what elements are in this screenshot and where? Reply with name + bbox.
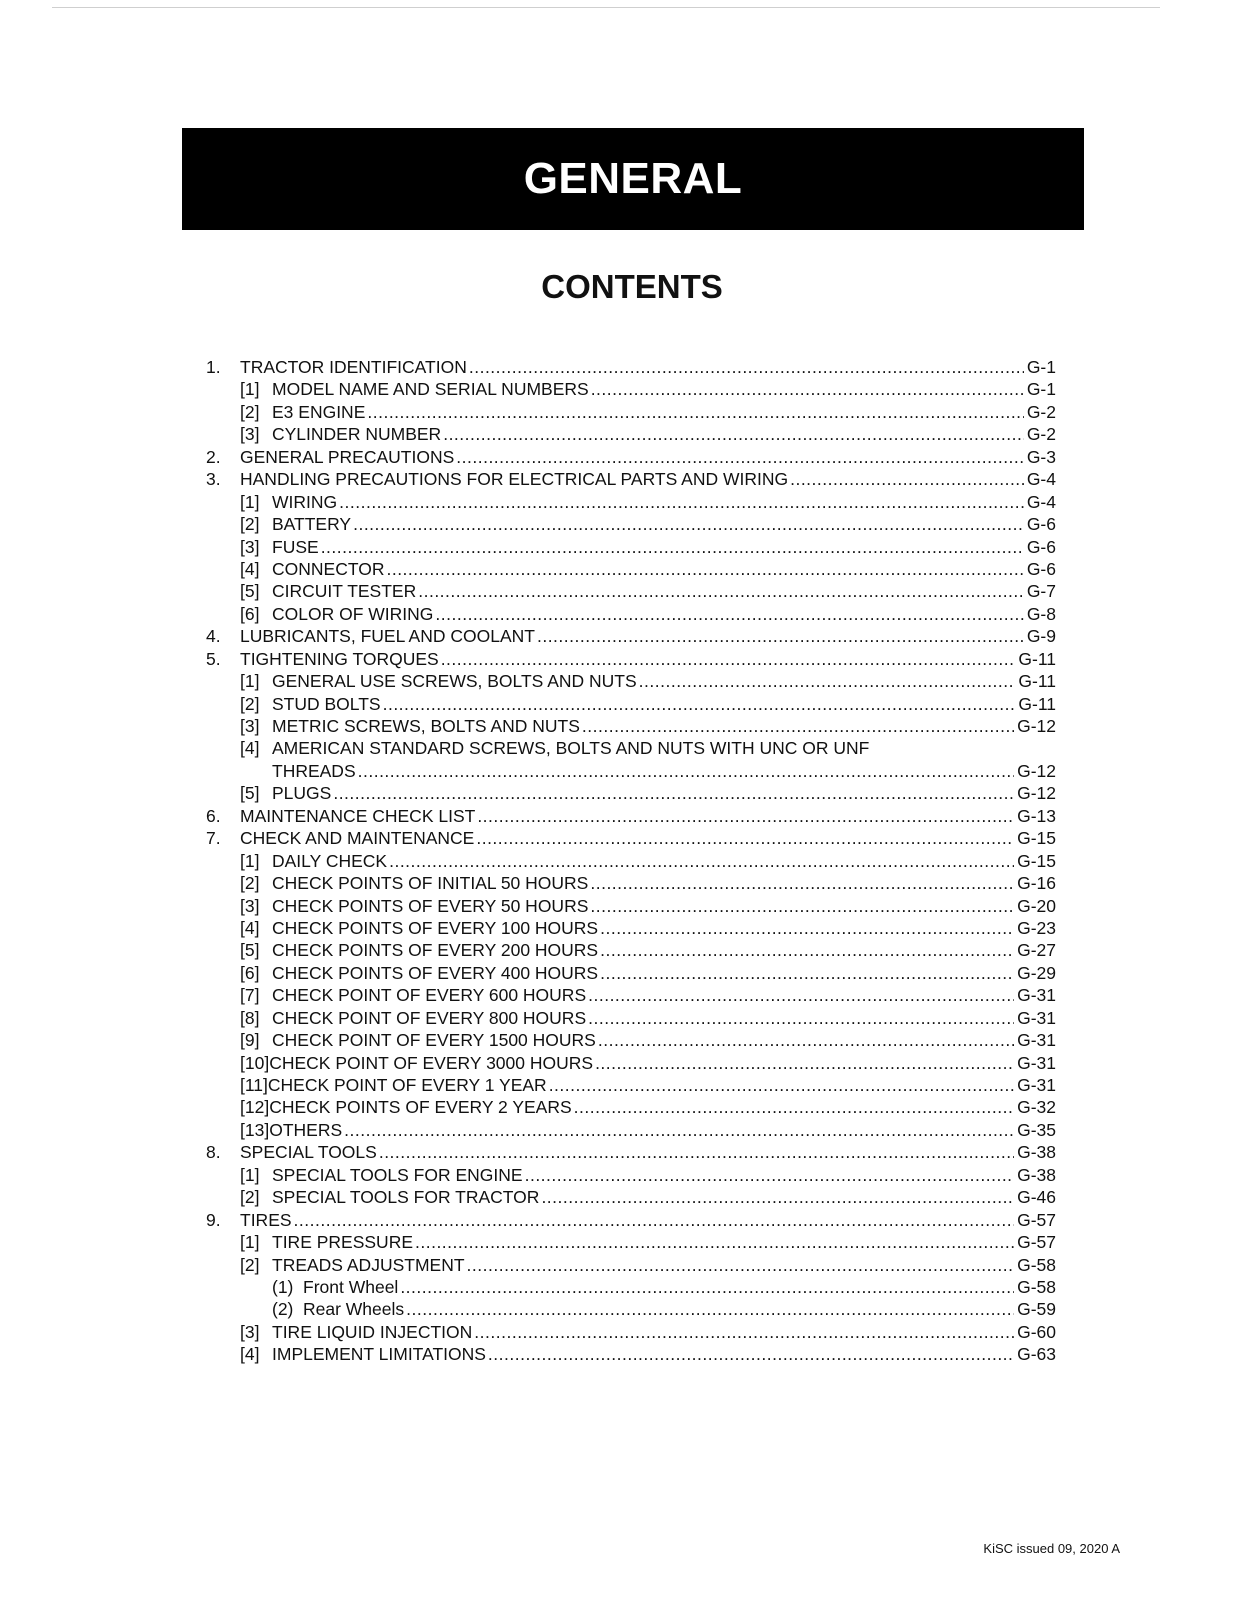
toc-entry[interactable] — [206, 782, 1056, 804]
toc-entry-page: G-63 — [1017, 1344, 1056, 1365]
toc-entry[interactable] — [206, 805, 1056, 827]
toc-entry[interactable] — [206, 827, 1056, 849]
dot-leader — [469, 356, 1024, 378]
toc-entry[interactable] — [206, 1186, 1056, 1208]
toc-entry-page: G-16 — [1017, 873, 1056, 894]
toc-entry-page: G-31 — [1017, 985, 1056, 1006]
toc-entry[interactable] — [206, 513, 1056, 535]
toc-entry-number: [1] — [240, 379, 260, 400]
toc-entry-title: CIRCUIT TESTER — [272, 581, 417, 602]
toc-entry-number: [2] — [240, 693, 260, 714]
toc-entry-title: E3 ENGINE — [272, 401, 366, 422]
toc-entry-page: G-6 — [1026, 558, 1056, 579]
dot-leader — [358, 760, 1014, 782]
toc-entry[interactable] — [206, 895, 1056, 917]
toc-entry-number: [4] — [240, 558, 260, 579]
toc-entry[interactable] — [206, 558, 1056, 580]
toc-entry-title: METRIC SCREWS, BOLTS AND NUTS — [272, 716, 580, 736]
toc-entry[interactable] — [206, 1343, 1056, 1365]
toc-entry-page: G-35 — [1017, 1119, 1056, 1140]
toc-entry[interactable] — [206, 1231, 1056, 1253]
toc-entry-title: CHECK POINT OF EVERY 1 YEAR — [267, 1075, 547, 1095]
toc-entry-number: 8. — [206, 1142, 221, 1163]
toc-entry[interactable] — [206, 356, 1056, 378]
toc-entry-number: 7. — [206, 828, 221, 849]
toc-entry-title: CHECK POINT OF EVERY 600 HOURS — [272, 985, 587, 1006]
toc-entry-title: CHECK POINTS OF EVERY 200 HOURS — [272, 940, 599, 961]
toc-entry-page: G-12 — [1017, 716, 1056, 736]
toc-entry-page: G-15 — [1017, 850, 1056, 871]
toc-entry-number: [4] — [240, 1344, 260, 1365]
toc-entry-title: AMERICAN STANDARD SCREWS, BOLTS AND NUTS WITH UNC OR UNF — [272, 738, 870, 759]
toc-entry-title: CHECK POINTS OF EVERY 100 HOURS — [272, 917, 599, 938]
dot-leader — [595, 1052, 1014, 1074]
toc-entry-number: [3] — [240, 716, 260, 736]
dot-leader — [333, 782, 1014, 804]
toc-entry-page: G-2 — [1026, 424, 1056, 445]
dot-leader — [344, 1119, 1014, 1141]
toc-entry-number: [5] — [240, 940, 260, 961]
dot-leader — [386, 558, 1023, 580]
toc-entry-page: G-13 — [1017, 805, 1056, 826]
toc-entry-number: [2] — [240, 514, 260, 535]
dot-leader — [400, 1276, 1014, 1298]
toc-entry-number: (2) — [272, 1299, 294, 1320]
toc-entry[interactable] — [206, 984, 1056, 1006]
dot-leader — [389, 850, 1014, 872]
toc-entry-number: [9] — [240, 1030, 260, 1051]
toc-entry[interactable] — [206, 1254, 1056, 1276]
toc-entry-page: G-31 — [1017, 1007, 1056, 1028]
dot-leader — [441, 648, 1016, 670]
toc-entry-page: G-23 — [1017, 917, 1056, 938]
toc-entry-page: G-8 — [1026, 603, 1056, 624]
toc-entry-number: 2. — [206, 446, 221, 467]
toc-entry-number: 4. — [206, 626, 221, 647]
section-title: GENERAL — [523, 154, 743, 203]
toc-entry-title: CHECK POINTS OF INITIAL 50 HOURS — [272, 873, 589, 894]
toc-entry[interactable] — [206, 648, 1056, 670]
dot-leader — [541, 1186, 1014, 1208]
toc-entry[interactable] — [206, 1029, 1056, 1051]
toc-entry-number: [6] — [240, 603, 260, 624]
toc-entry-page: G-12 — [1017, 760, 1056, 781]
dot-leader — [600, 962, 1014, 984]
toc-entry-number: [10] — [240, 1052, 270, 1073]
toc-entry-number: [12] — [240, 1097, 270, 1118]
toc-entry[interactable] — [206, 603, 1056, 625]
toc-entry[interactable] — [206, 917, 1056, 939]
dot-leader — [598, 1029, 1014, 1051]
toc-entry-page: G-7 — [1026, 581, 1056, 602]
toc-entry[interactable] — [206, 760, 1056, 782]
toc-entry-number: [11] — [240, 1075, 268, 1095]
dot-leader — [379, 1141, 1014, 1163]
toc-entry-title: TRACTOR IDENTIFICATION — [240, 357, 467, 377]
toc-entry-title: PLUGS — [272, 783, 332, 804]
toc-entry-page: G-3 — [1026, 446, 1056, 467]
toc-entry-number: 5. — [206, 648, 221, 669]
toc-entry-page: G-11 — [1018, 648, 1056, 669]
toc-entry-page: G-11 — [1018, 671, 1056, 692]
dot-leader — [321, 536, 1024, 558]
toc-entry-page: G-6 — [1026, 514, 1056, 535]
toc-entry-title: OTHERS — [269, 1119, 343, 1140]
toc-entry-title: FUSE — [272, 536, 319, 557]
toc-entry-number: [1] — [240, 1164, 260, 1185]
toc-entry-number: [4] — [240, 738, 260, 759]
toc-entry-title: GENERAL PRECAUTIONS — [240, 446, 455, 467]
toc-entry-number: [5] — [240, 783, 260, 804]
toc-entry-title: CHECK POINTS OF EVERY 50 HOURS — [272, 895, 589, 916]
toc-entry[interactable] — [206, 446, 1056, 468]
toc-entry-title: HANDLING PRECAUTIONS FOR ELECTRICAL PARTS AND WIRING — [240, 469, 789, 490]
toc-entry-page: G-2 — [1026, 401, 1056, 422]
toc-entry[interactable] — [206, 580, 1056, 602]
toc-entry-title: TIRE PRESSURE — [272, 1232, 413, 1253]
dot-leader — [415, 1231, 1014, 1253]
toc-entry-number: (1) — [272, 1276, 294, 1297]
section-banner — [182, 128, 1084, 230]
toc-entry[interactable] — [206, 1321, 1056, 1343]
toc-entry-title: CONNECTOR — [272, 558, 385, 579]
toc-entry-page: G-31 — [1017, 1030, 1056, 1051]
toc-entry-page: G-46 — [1017, 1187, 1056, 1208]
toc-entry-title: SPECIAL TOOLS FOR ENGINE — [272, 1164, 523, 1185]
toc-entry[interactable] — [206, 670, 1056, 692]
dot-leader — [591, 378, 1024, 400]
toc-entry-number: 3. — [206, 469, 221, 490]
toc-entry-page: G-29 — [1017, 962, 1056, 983]
toc-entry-number: [2] — [240, 873, 260, 894]
dot-leader — [353, 513, 1024, 535]
toc-entry-title: Rear Wheels — [303, 1299, 405, 1320]
dot-leader — [790, 468, 1024, 490]
toc-entry-page: G-20 — [1017, 895, 1056, 916]
issue-footer: KiSC issued 09, 2020 A — [983, 1541, 1120, 1556]
toc-entry[interactable] — [206, 939, 1056, 961]
toc-entry-title: MODEL NAME AND SERIAL NUMBERS — [272, 379, 589, 400]
dot-leader — [406, 1298, 1014, 1320]
dot-leader — [525, 1164, 1015, 1186]
dot-leader — [339, 491, 1024, 513]
toc-entry-number: [1] — [240, 850, 260, 871]
top-divider — [52, 7, 1160, 8]
toc-entry-title: STUD BOLTS — [272, 693, 381, 714]
toc-entry-number: [1] — [240, 1232, 260, 1253]
toc-entry-number: 1. — [206, 357, 221, 377]
dot-leader — [418, 580, 1024, 602]
toc-entry[interactable] — [206, 850, 1056, 872]
toc-entry-title: CYLINDER NUMBER — [272, 424, 442, 445]
toc-entry-title: GENERAL USE SCREWS, BOLTS AND NUTS — [272, 671, 637, 692]
toc-entry-page: G-1 — [1026, 357, 1056, 377]
toc-entry[interactable] — [206, 468, 1056, 490]
dot-leader — [600, 917, 1014, 939]
dot-leader — [477, 805, 1014, 827]
toc-entry[interactable] — [206, 737, 1056, 759]
toc-entry-page: G-57 — [1017, 1232, 1056, 1253]
toc-entry-page: G-1 — [1026, 379, 1056, 400]
toc-entry-page: G-4 — [1026, 469, 1056, 490]
toc-entry-page: G-58 — [1017, 1254, 1056, 1275]
toc-entry-number: [2] — [240, 1187, 260, 1208]
toc-entry-page: G-32 — [1017, 1097, 1056, 1118]
toc-entry-number: [13] — [240, 1119, 270, 1140]
dot-leader — [467, 1254, 1015, 1276]
toc-entry-number: [1] — [240, 491, 260, 512]
toc-entry-page: G-4 — [1026, 491, 1056, 512]
toc-entry-title: SPECIAL TOOLS FOR TRACTOR — [272, 1187, 540, 1208]
toc-entry[interactable] — [206, 715, 1056, 737]
toc-entry-title: Front Wheel — [303, 1276, 399, 1297]
toc-entry-page: G-27 — [1017, 940, 1056, 961]
toc-entry-page: G-57 — [1017, 1209, 1056, 1230]
dot-leader — [488, 1343, 1014, 1365]
dot-leader — [590, 895, 1014, 917]
toc-entry-title: TREADS ADJUSTMENT — [272, 1254, 465, 1275]
toc-entry-number: [4] — [240, 917, 260, 938]
toc-entry-number: [3] — [240, 536, 260, 557]
toc-entry-number: [6] — [240, 962, 260, 983]
toc-entry[interactable] — [206, 1276, 1056, 1298]
toc-entry[interactable] — [206, 1164, 1056, 1186]
toc-entry-title: CHECK POINT OF EVERY 3000 HOURS — [269, 1052, 594, 1073]
toc-entry-title: DAILY CHECK — [272, 850, 388, 871]
dot-leader — [588, 984, 1014, 1006]
toc-entry-title: IMPLEMENT LIMITATIONS — [272, 1344, 486, 1365]
toc-entry[interactable] — [206, 1119, 1056, 1141]
toc-entry[interactable] — [206, 1298, 1056, 1320]
dot-leader — [443, 423, 1024, 445]
toc-entry[interactable] — [206, 401, 1056, 423]
contents-heading: CONTENTS — [541, 268, 723, 305]
toc-entry-number: [3] — [240, 424, 260, 445]
toc-entry-number: [2] — [240, 401, 260, 422]
toc-entry[interactable] — [206, 693, 1056, 715]
toc-entry-page: G-60 — [1017, 1321, 1056, 1342]
toc-entry-page: G-12 — [1017, 783, 1056, 804]
toc-entry[interactable] — [206, 872, 1056, 894]
toc-entry[interactable] — [206, 1141, 1056, 1163]
toc-entry-title: CHECK AND MAINTENANCE — [240, 828, 475, 849]
toc-entry[interactable] — [206, 423, 1056, 445]
toc-entry[interactable] — [206, 536, 1056, 558]
toc-entry[interactable] — [206, 962, 1056, 984]
toc-entry-title: CHECK POINTS OF EVERY 2 YEARS — [269, 1097, 572, 1118]
toc-entry-title: TIGHTENING TORQUES — [240, 648, 439, 669]
toc-entry[interactable] — [206, 1052, 1056, 1074]
toc-entry-number: [2] — [240, 1254, 260, 1275]
toc-entry[interactable] — [206, 378, 1056, 400]
dot-leader — [574, 1096, 1014, 1118]
toc-entry-number: 6. — [206, 805, 221, 826]
toc-entry-title: CHECK POINT OF EVERY 800 HOURS — [272, 1007, 587, 1028]
dot-leader — [582, 715, 1014, 737]
toc-entry-title: MAINTENANCE CHECK LIST — [240, 805, 476, 826]
toc-entry-page: G-31 — [1017, 1075, 1056, 1095]
toc-entry-page: G-38 — [1017, 1164, 1056, 1185]
dot-leader — [383, 693, 1016, 715]
toc-entry-page: G-9 — [1026, 626, 1056, 647]
toc-entry-page: G-58 — [1017, 1276, 1056, 1297]
toc-entry-page: G-38 — [1017, 1142, 1056, 1163]
toc-entry-page: G-15 — [1017, 828, 1056, 849]
toc-entry-title: TIRE LIQUID INJECTION — [272, 1321, 473, 1342]
toc-entry-title: CHECK POINTS OF EVERY 400 HOURS — [272, 962, 599, 983]
dot-leader — [590, 872, 1014, 894]
toc-entry-page: G-6 — [1026, 536, 1056, 557]
toc-entry-number: 9. — [206, 1209, 221, 1230]
dot-leader — [456, 446, 1024, 468]
toc-entry-number: [3] — [240, 895, 260, 916]
toc-entry-title: SPECIAL TOOLS — [240, 1142, 377, 1163]
dot-leader — [537, 625, 1024, 647]
dot-leader — [476, 827, 1014, 849]
dot-leader — [294, 1209, 1015, 1231]
toc-entry-page: G-59 — [1017, 1299, 1056, 1320]
dot-leader — [367, 401, 1023, 423]
toc-entry-number: [3] — [240, 1321, 260, 1342]
toc-entry-title: WIRING — [272, 491, 338, 512]
table-of-contents — [206, 356, 1056, 1366]
dot-leader — [639, 670, 1016, 692]
dot-leader — [600, 939, 1014, 961]
dot-leader — [474, 1321, 1014, 1343]
toc-entry-number: [7] — [240, 985, 260, 1006]
toc-entry-title: TIRES — [240, 1209, 292, 1230]
toc-entry-title: LUBRICANTS, FUEL AND COOLANT — [240, 626, 535, 647]
toc-entry[interactable] — [206, 1007, 1056, 1029]
toc-entry-title: THREADS — [272, 760, 356, 781]
toc-entry[interactable] — [206, 491, 1056, 513]
toc-entry-number: [1] — [240, 671, 260, 692]
toc-entry-page: G-31 — [1017, 1052, 1056, 1073]
toc-entry[interactable] — [206, 1209, 1056, 1231]
dot-leader — [435, 603, 1023, 625]
dot-leader — [588, 1007, 1014, 1029]
toc-entry-title: BATTERY — [272, 514, 352, 535]
toc-entry-number: [5] — [240, 581, 260, 602]
toc-entry-title: CHECK POINT OF EVERY 1500 HOURS — [272, 1030, 596, 1051]
toc-entry-title: COLOR OF WIRING — [272, 603, 434, 624]
toc-entry[interactable] — [206, 1096, 1056, 1118]
dot-leader — [549, 1074, 1014, 1096]
toc-entry-page: G-11 — [1018, 693, 1056, 714]
toc-entry[interactable] — [206, 1074, 1056, 1096]
toc-entry-number: [8] — [240, 1007, 260, 1028]
toc-entry[interactable] — [206, 625, 1056, 647]
